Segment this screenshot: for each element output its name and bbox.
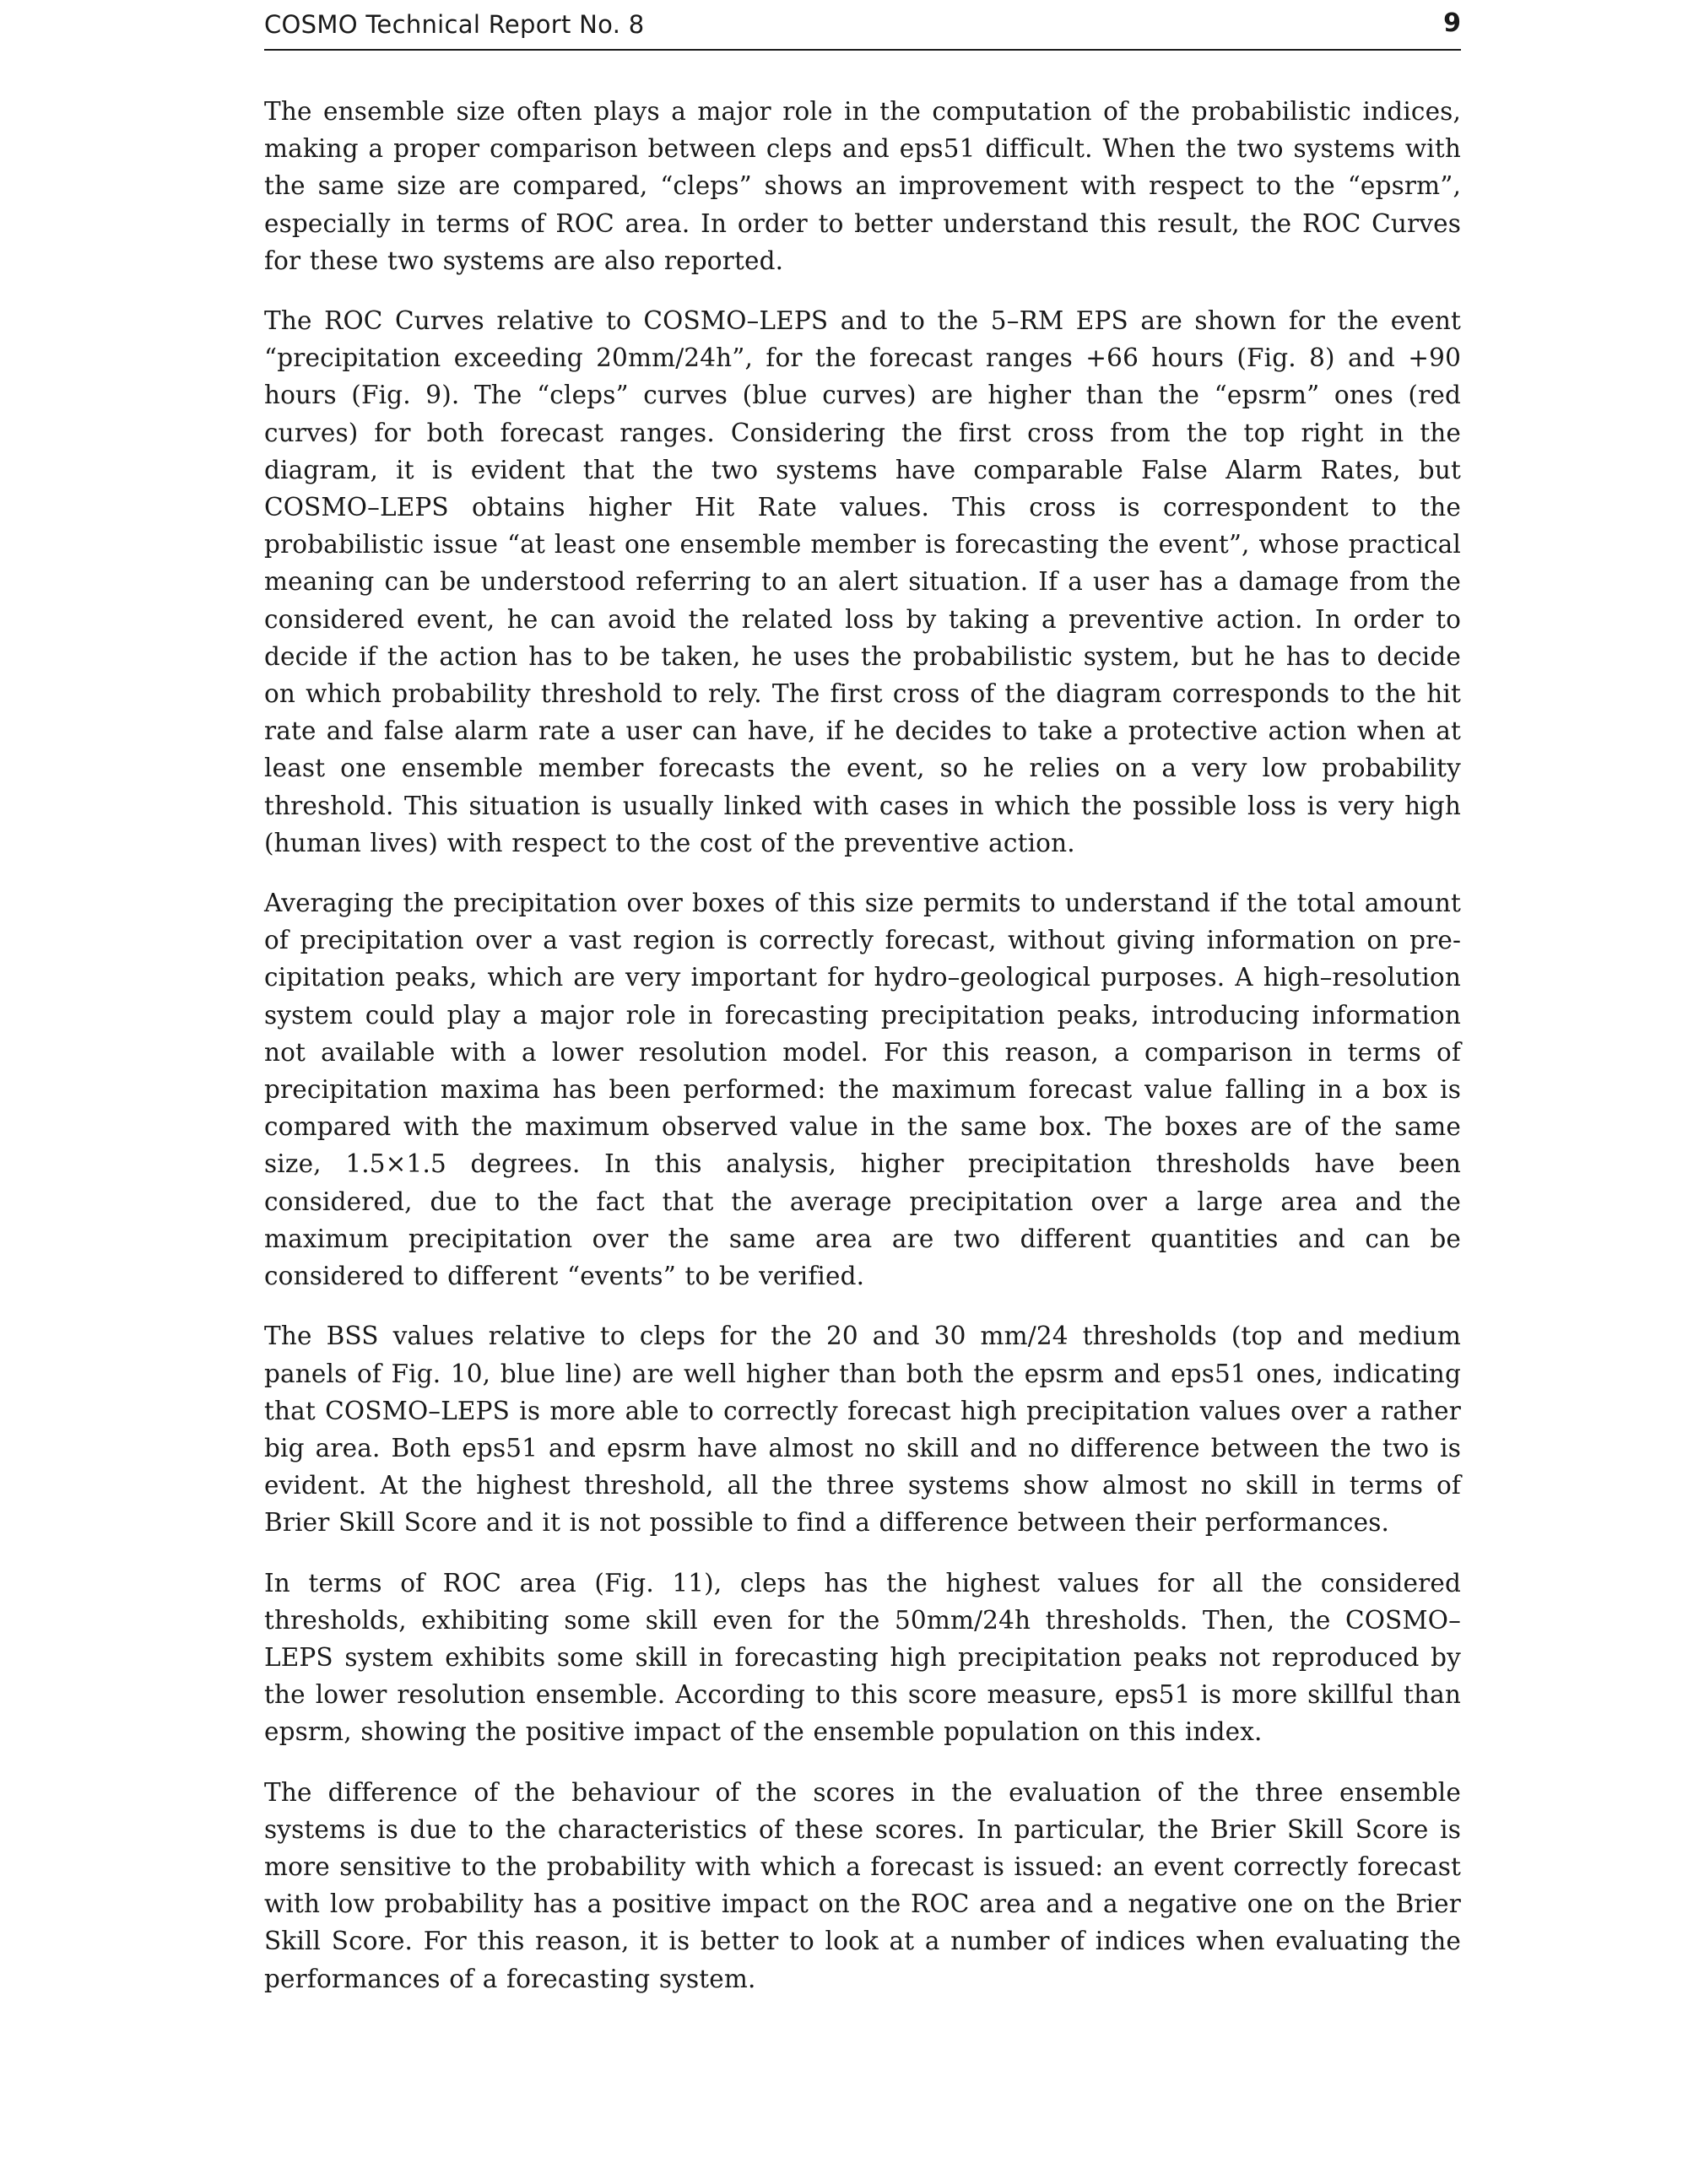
body-text [264,93,1461,2020]
paragraph-roc-area: In terms of ROC area (Fig. 11), cleps has the highest values for all the considered thresholds, exhibiting some skill even for the 50mm/24h thresholds. Then, the COSMO–LEPS system exhibits some skill in forecasting high precipitation peaks not reproduced by the lower resolution ensemble. According to this score measure, eps51 is more skillful than epsrm, showing the positive impact of the ensemble population on this index. [264,1568,1461,1747]
paragraph-precipitation-maxima: Averaging the precipitation over boxes of this size permits to understand if the total amount of precipitation over a vast region is correctly forecast, without giving information on precipitation peaks, which are very important for hydro–geological purposes. A high–resolution system could play a major role in forecasting precipitation peaks, introducing information not available with a lower resolution model. For this reason, a comparison in terms of precipitation maxima has been performed: the maximum forecast value falling in a box is compared with the maximum observed value in the same box. The boxes are of the same size, 1.5×1.5 degrees. In this analysis, higher precipitation thresholds have been considered, due to the fact that the average precipitation over a large area and the maximum precipitation over the same area are two different quantities and can be considered to different “events” to be verified. [264,889,1461,1291]
running-header [264,7,1461,51]
paragraph-bss-values: The BSS values relative to cleps for the 20 and 30 mm/24 thresholds (top and medium panels of Fig. 10, blue line) are well higher than both the epsrm and eps51 ones, indicating that COSMO–LEPS is more able to correctly forecast high precipitation values over a rather big area. Both eps51 and epsrm have almost no skill and no difference between the two is evident. At the highest threshold, all the three systems show almost no skill in terms of Brier Skill Score and it is not possible to find a difference between their performances. [264,1322,1461,1538]
paragraph-score-differences: The difference of the behaviour of the scores in the evaluation of the three ensemble systems is due to the characteristics of these scores. In particular, the Brier Skill Score is more sensitive to the probability with which a forecast is issued: an event correctly forecast with low probability has a positive impact on the ROC area and a negative one on the Brier Skill Score. For this reason, it is better to look at a number of indices when evaluating the performances of a forecasting system. [264,1777,1461,1993]
paragraph-roc-curves: The ROC Curves relative to COSMO–LEPS and to the 5–RM EPS are shown for the event “precipitation exceeding 20mm/24h”, for the forecast ranges +66 hours (Fig. 8) and +90 hours (Fig. 9). The “cleps” curves (blue curves) are higher than the “epsrm” ones (red curves) for both forecast ranges. Considering the first cross from the top right in the diagram, it is evident that the two systems have comparable False Alarm Rates, but COSMO–LEPS obtains higher Hit Rate values. This cross is correspondent to the probabilistic issue “at least one ensemble member is forecasting the event”, whose practical meaning can be understood referring to an alert situation. If a user has a damage from the considered event, he can avoid the related loss by taking a preventive action. In order to decide if the action has to be taken, he uses the probabilistic system, but he has to decide on which probability threshold to rely. The first cross of the diagram corresponds to the hit rate and false alarm rate a user can have, if he decides to take a protective action when at least one ensemble member forecasts the event, so he relies on a very low probability threshold. This situation is usually linked with cases in which the possible loss is very high (human lives) with respect to the cost of the preventive action. [264,306,1461,857]
page-number: 9 [1443,8,1461,38]
report-title: COSMO Technical Report No. 8 [264,10,645,39]
paragraph-ensemble-size: The ensemble size often plays a major role in the computation of the probabilistic indices, making a proper comparison between cleps and eps51 difficult. When the two systems with the same size are compared, “cleps” shows an improvement with respect to the “epsrm”, especially in terms of ROC area. In order to better understand this result, the ROC Curves for these two systems are also reported. [264,97,1461,275]
